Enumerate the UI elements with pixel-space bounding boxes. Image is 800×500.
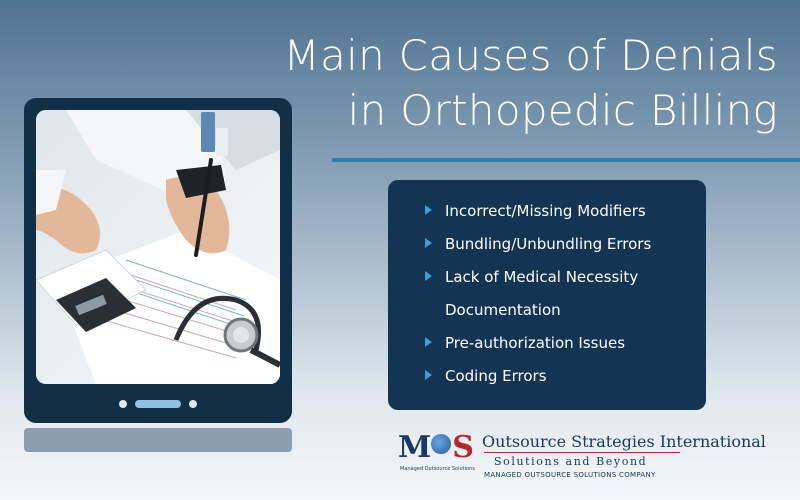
mos-mark bbox=[398, 430, 473, 465]
cause-label: Pre-authorization Issues bbox=[445, 334, 626, 352]
triangle-bullet-icon bbox=[425, 205, 432, 215]
tablet-controls bbox=[24, 399, 292, 409]
cause-label: Coding Errors bbox=[445, 367, 547, 385]
list-item bbox=[388, 329, 706, 362]
title-line-2: in Orthopedic Billing bbox=[347, 86, 778, 135]
photo-illustration bbox=[36, 110, 280, 384]
causes-list bbox=[388, 197, 706, 395]
tablet-frame bbox=[24, 98, 292, 423]
company-slogan: Solutions and Beyond bbox=[494, 455, 648, 468]
company-name: Outsource Strategies International bbox=[482, 432, 766, 451]
title-line-1: Main Causes of Denials bbox=[283, 31, 778, 80]
list-item bbox=[388, 263, 706, 296]
cause-label: Documentation bbox=[445, 301, 561, 319]
list-item-continuation bbox=[388, 296, 706, 329]
title-divider bbox=[332, 158, 800, 162]
logo-letter-s: S bbox=[452, 430, 473, 465]
list-item bbox=[388, 362, 706, 395]
logo-divider bbox=[484, 452, 680, 453]
cause-label: Lack of Medical Necessity bbox=[445, 268, 639, 286]
list-item bbox=[388, 230, 706, 263]
triangle-bullet-icon bbox=[425, 271, 432, 281]
dot-icon bbox=[119, 400, 127, 408]
logo-tagline: Managed Outsource Solutions bbox=[400, 466, 475, 472]
dot-icon bbox=[189, 400, 197, 408]
doctor-billing-photo bbox=[36, 110, 280, 384]
causes-panel bbox=[388, 180, 706, 410]
logo-letter-m: M bbox=[398, 430, 431, 465]
cause-label: Incorrect/Missing Modifiers bbox=[445, 202, 646, 220]
home-bar-icon bbox=[135, 400, 181, 408]
globe-icon bbox=[431, 434, 451, 454]
triangle-bullet-icon bbox=[425, 337, 432, 347]
triangle-bullet-icon bbox=[425, 370, 432, 380]
triangle-bullet-icon bbox=[425, 238, 432, 248]
page-title bbox=[258, 28, 778, 138]
tablet-base bbox=[24, 428, 292, 452]
list-item bbox=[388, 197, 706, 230]
company-logo bbox=[398, 428, 766, 490]
cause-label: Bundling/Unbundling Errors bbox=[445, 235, 652, 253]
company-subline: MANAGED OUTSOURCE SOLUTIONS COMPANY bbox=[484, 471, 656, 479]
